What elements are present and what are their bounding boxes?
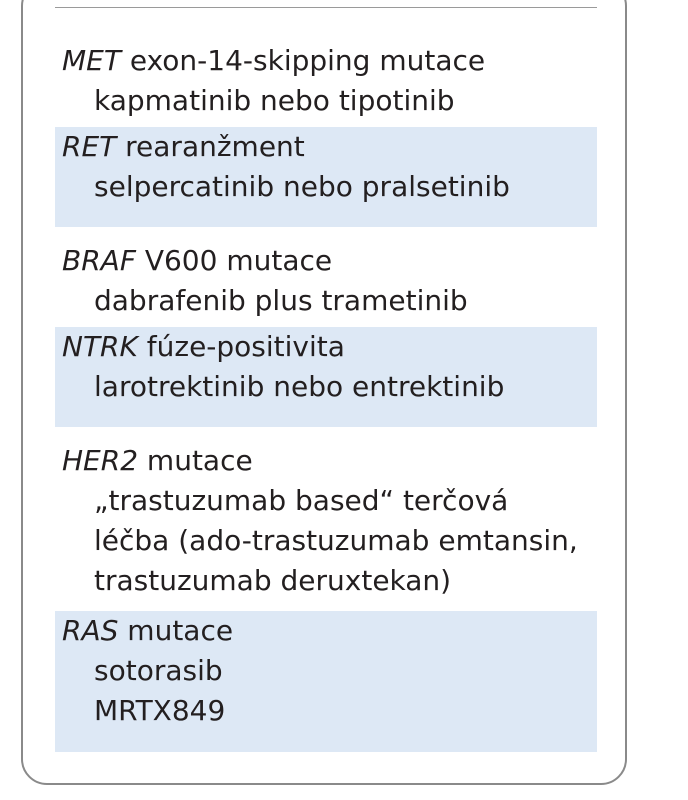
alteration-line	[62, 41, 597, 81]
therapy-line: dabrafenib plus trametinib	[94, 284, 468, 317]
alteration-line	[62, 127, 597, 167]
alteration-text: exon-14-skipping mutace	[120, 44, 486, 77]
gene-name: MET	[62, 44, 121, 77]
list-item-braf	[55, 241, 597, 323]
gene-name: NTRK	[62, 330, 138, 363]
alteration-text: mutace	[118, 614, 234, 647]
list-item-ntrk	[55, 327, 597, 427]
alteration-line	[62, 327, 597, 367]
alteration-text: mutace	[138, 444, 253, 477]
alteration-text: V600 mutace	[135, 244, 333, 277]
alteration-line	[62, 241, 597, 281]
therapy-line: léčba (ado-trastuzumab emtansin,	[94, 524, 578, 557]
top-divider	[55, 7, 597, 8]
alteration-text: rearanžment	[116, 130, 305, 163]
list-item-met	[55, 41, 597, 123]
therapy-line: trastuzumab deruxtekan)	[94, 564, 452, 597]
therapy-line: „trastuzumab based“ terčová	[94, 484, 509, 517]
alteration-line	[62, 611, 597, 651]
list-item-her2	[55, 441, 597, 605]
therapy-line: kapmatinib nebo tipotinib	[94, 84, 455, 117]
therapy-line: selpercatinib nebo pralsetinib	[94, 170, 510, 203]
alteration-text: fúze-positivita	[137, 330, 345, 363]
therapy-line: sotorasib	[94, 654, 223, 687]
list-item-ret	[55, 127, 597, 227]
gene-name: RAS	[62, 614, 119, 647]
therapy-line: MRTX849	[94, 694, 226, 727]
alteration-line	[62, 441, 597, 481]
gene-name: HER2	[62, 444, 139, 477]
list-item-ras	[55, 611, 597, 752]
gene-name: RET	[62, 130, 117, 163]
gene-name: BRAF	[62, 244, 136, 277]
therapy-line: larotrektinib nebo entrektinib	[94, 370, 505, 403]
